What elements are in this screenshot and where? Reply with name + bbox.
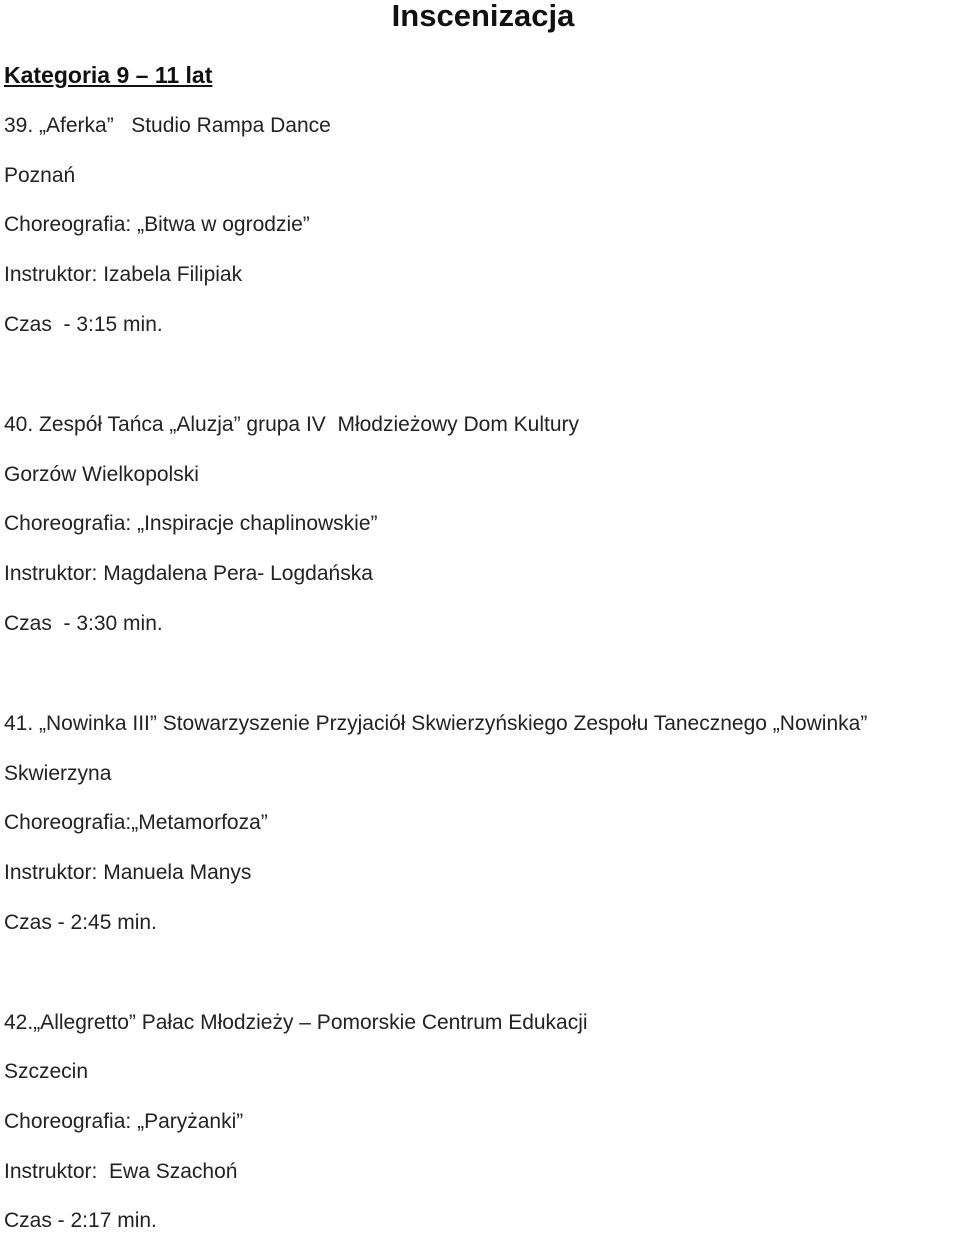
entry-time: Czas - 3:15 min. bbox=[4, 313, 163, 336]
entry-choreography: Choreografia:„Metamorfoza” bbox=[4, 811, 268, 834]
entry-choreography: Choreografia: „Bitwa w ogrodzie” bbox=[4, 213, 310, 236]
entry-city: Gorzów Wielkopolski bbox=[4, 463, 199, 486]
entry-time: Czas - 2:45 min. bbox=[4, 911, 157, 934]
entry-time: Czas - 2:17 min. bbox=[4, 1209, 157, 1232]
entry-instructor: Instruktor: Ewa Szachoń bbox=[4, 1160, 238, 1183]
entry-choreography: Choreografia: „Inspiracje chaplinowskie” bbox=[4, 512, 378, 535]
entry-instructor: Instruktor: Izabela Filipiak bbox=[4, 263, 243, 286]
entry-instructor: Instruktor: Manuela Manys bbox=[4, 861, 252, 884]
entry-heading: 41. „Nowinka III” Stowarzyszenie Przyjaciół Skwierzyńskiego Zespołu Tanecznego „Nowinka” bbox=[4, 712, 868, 735]
entry-heading: 40. Zespół Tańca „Aluzja” grupa IV Młodzieżowy Dom Kultury bbox=[4, 413, 580, 436]
entry-city: Poznań bbox=[4, 164, 76, 187]
entry-heading: 42.„Allegretto” Pałac Młodzieży – Pomorskie Centrum Edukacji bbox=[4, 1011, 588, 1034]
entry-heading: 39. „Aferka” Studio Rampa Dance bbox=[4, 114, 331, 137]
entry-instructor: Instruktor: Magdalena Pera- Logdańska bbox=[4, 562, 373, 585]
category-heading: Kategoria 9 – 11 lat bbox=[4, 62, 213, 88]
page-title: Inscenizacja bbox=[391, 0, 575, 33]
entry-city: Skwierzyna bbox=[4, 762, 112, 785]
entry-choreography: Choreografia: „Paryżanki” bbox=[4, 1110, 244, 1133]
entry-city: Szczecin bbox=[4, 1060, 89, 1083]
entry-time: Czas - 3:30 min. bbox=[4, 612, 163, 635]
